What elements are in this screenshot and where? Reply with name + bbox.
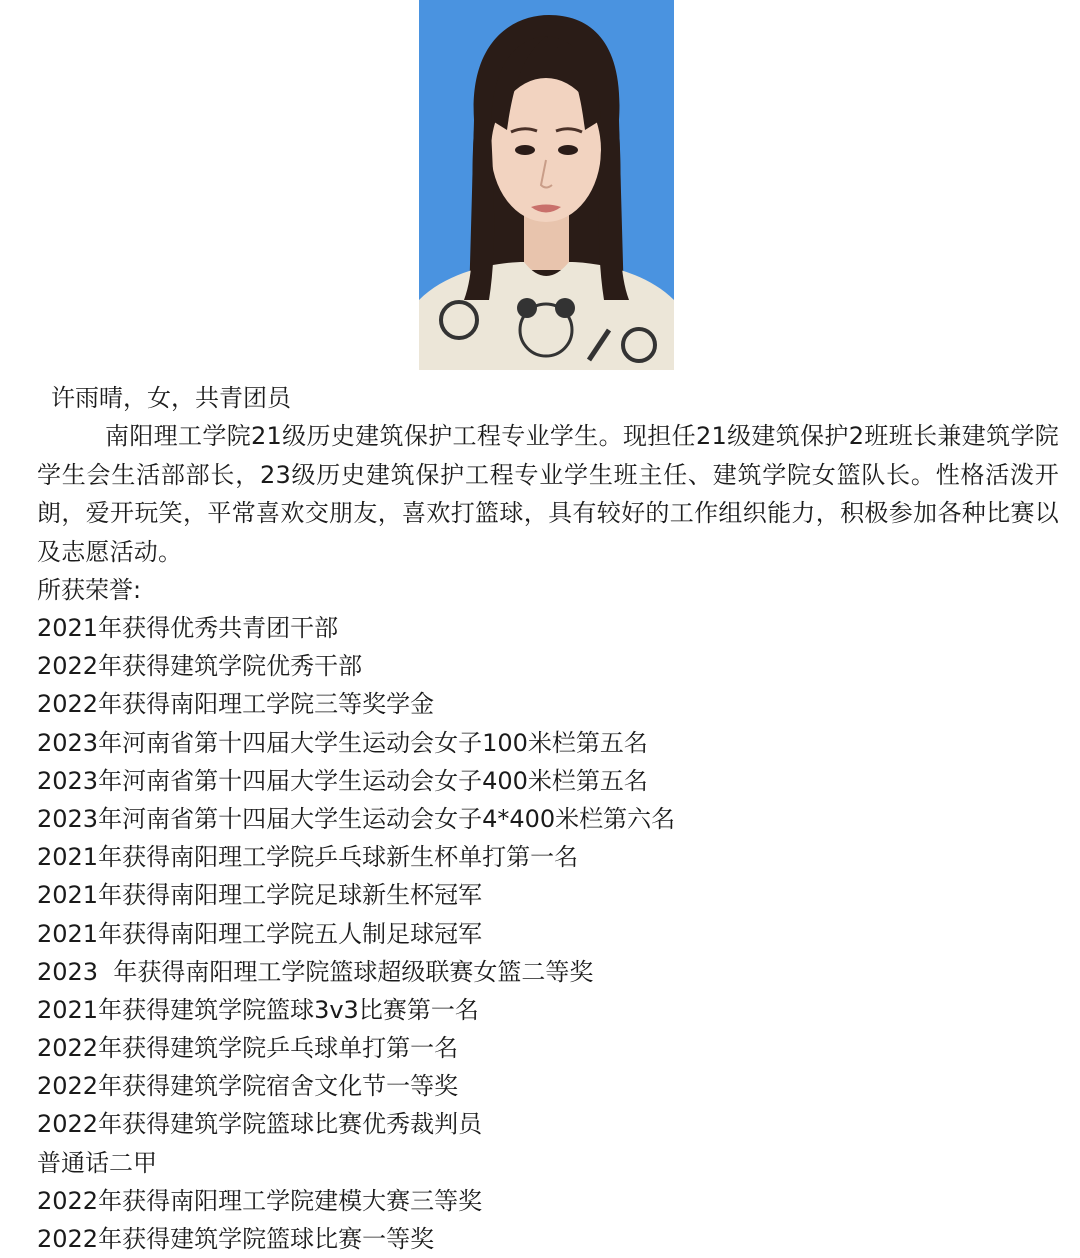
honor-item: 2022年获得建筑学院宿舍文化节一等奖 bbox=[37, 1072, 459, 1101]
honor-item: 2021年获得优秀共青团干部 bbox=[37, 614, 339, 642]
name-line: 许雨晴，女，共青团员 bbox=[51, 384, 291, 412]
honor-item: 2021年获得南阳理工学院足球新生杯冠军 bbox=[37, 881, 483, 910]
intro-paragraph: 南阳理工学院21级历史建筑保护工程专业学生。现担任21级建筑保护2班班长兼建筑学院学生会生活部部长，23级历史建筑保护工程专业学生班主任、建筑学院女篮队长。性格活泼开朗，爱开玩笑，平常喜欢交朋友，喜欢打篮球，具有较好的工作组织能力，积极参加各种比赛以及志愿活动。 bbox=[37, 422, 1059, 566]
honor-item: 2023年河南省第十四届大学生运动会女子4*400米栏第六名 bbox=[37, 804, 676, 833]
honor-item: 2023年河南省第十四届大学生运动会女子100米栏第五名 bbox=[37, 728, 648, 757]
honors-heading: 所获荣誉: bbox=[37, 576, 142, 604]
honor-item: 2022年获得建筑学院乒乓球单打第一名 bbox=[37, 1034, 459, 1063]
honor-item: 2022年获得建筑学院篮球比赛优秀裁判员 bbox=[37, 1110, 483, 1139]
honor-item: 2023 年获得南阳理工学院篮球超级联赛女篮二等奖 bbox=[37, 957, 594, 986]
portrait-icon bbox=[419, 0, 674, 370]
honors-list bbox=[37, 609, 1059, 1258]
honor-item: 2022年获得建筑学院优秀干部 bbox=[37, 652, 363, 681]
honor-item: 2023年河南省第十四届大学生运动会女子400米栏第五名 bbox=[37, 766, 648, 795]
honor-item: 2022年获得建筑学院篮球比赛一等奖 bbox=[37, 1225, 435, 1253]
profile-text bbox=[37, 379, 1059, 1258]
honor-item: 2022年获得南阳理工学院三等奖学金 bbox=[37, 690, 435, 719]
honor-item: 2021年获得南阳理工学院乒乓球新生杯单打第一名 bbox=[37, 843, 579, 872]
honor-item: 2021年获得南阳理工学院五人制足球冠军 bbox=[37, 919, 483, 948]
portrait-photo bbox=[419, 0, 674, 370]
honor-item: 2022年获得南阳理工学院建模大赛三等奖 bbox=[37, 1186, 483, 1215]
honor-item: 2021年获得建筑学院篮球3v3比赛第一名 bbox=[37, 995, 479, 1024]
honor-item: 普通话二甲 bbox=[37, 1148, 157, 1177]
